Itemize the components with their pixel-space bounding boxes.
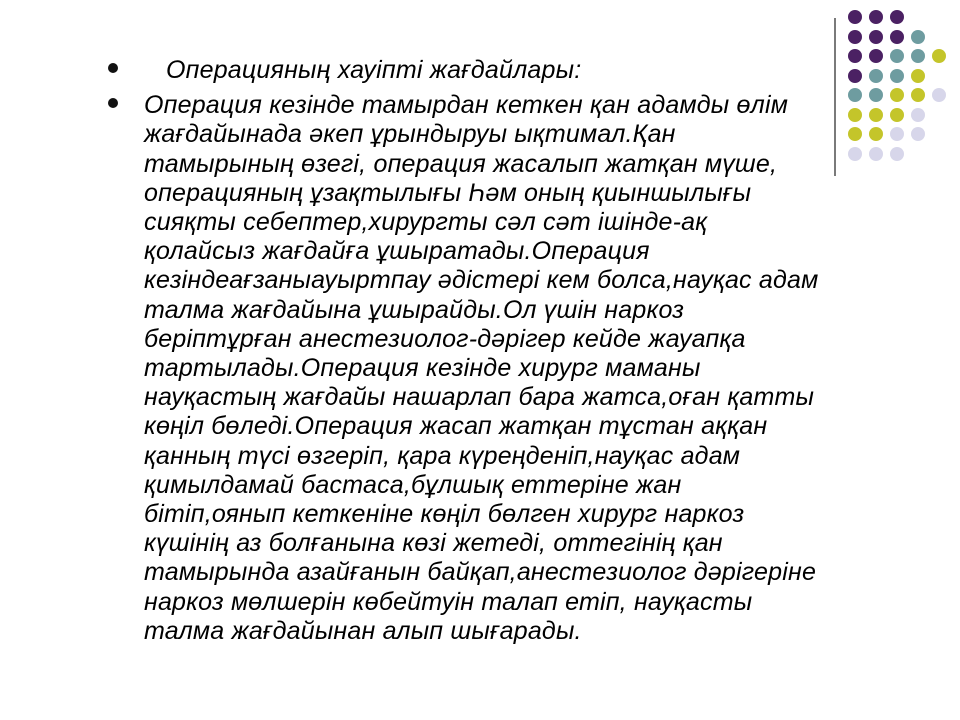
- decorative-dot: [890, 10, 904, 24]
- decorative-dot: [911, 108, 925, 122]
- decorative-dot: [911, 88, 925, 102]
- bullet-text: Операцияның хауіпті жағдайлары:: [166, 56, 582, 84]
- bullet-marker-icon: [108, 98, 118, 108]
- decorative-dot: [932, 49, 946, 63]
- decorative-dot: [869, 30, 883, 44]
- decorative-dot: [890, 30, 904, 44]
- decorative-dot: [911, 30, 925, 44]
- bullet-item-body: [108, 91, 824, 646]
- bullet-list: [108, 56, 908, 646]
- bullet-marker-icon: [108, 63, 118, 73]
- decorative-dot: [848, 10, 862, 24]
- bullet-text: Операция кезінде тамырдан кеткен қан адамды өлім жағдайынада әкеп ұрындыруы ықтимал.Қан тамырының өзегі, операция жасалып жатқан мүше, операцияның ұзақтылығы Һәм оның қиыншылығы сияқты себептер,хирургты сәл сәт ішінде-ақ қолайсыз жағдайға ұшыратады.Операция кезіндеағзаныауыртпау әдістері кем болса,науқас адам талма жағдайына ұшырайды.Ол үшін наркоз беріптұрған анестезиолог-дәрігер кейде жауапқа тартылады.Операция кезінде хирург маманы науқастың жағдайы нашарлап бара жатса,оған қатты көңіл бөледі.Операция жасап жатқан тұстан аққан қанның түсі өзгеріп, қара күреңденіп,науқас адам қимылдамай бастаса,бұлшық еттеріне жан бітіп,оянып кеткеніне көңіл бөлген хирург наркоз күшінің аз болғанына көзі жетеді, оттегінің қан тамырында азайғанын байқап,анестезиолог дәрігеріне наркоз мөлшерін көбейтуін талап етіп, науқасты талма жағдайынан алып шығарады.: [144, 91, 819, 645]
- decorative-dot: [911, 49, 925, 63]
- decorative-dot: [848, 30, 862, 44]
- decorative-dot: [911, 127, 925, 141]
- decorative-dot: [911, 69, 925, 83]
- bullet-item-heading: [108, 56, 908, 85]
- decorative-dot: [932, 88, 946, 102]
- decorative-dot: [869, 10, 883, 24]
